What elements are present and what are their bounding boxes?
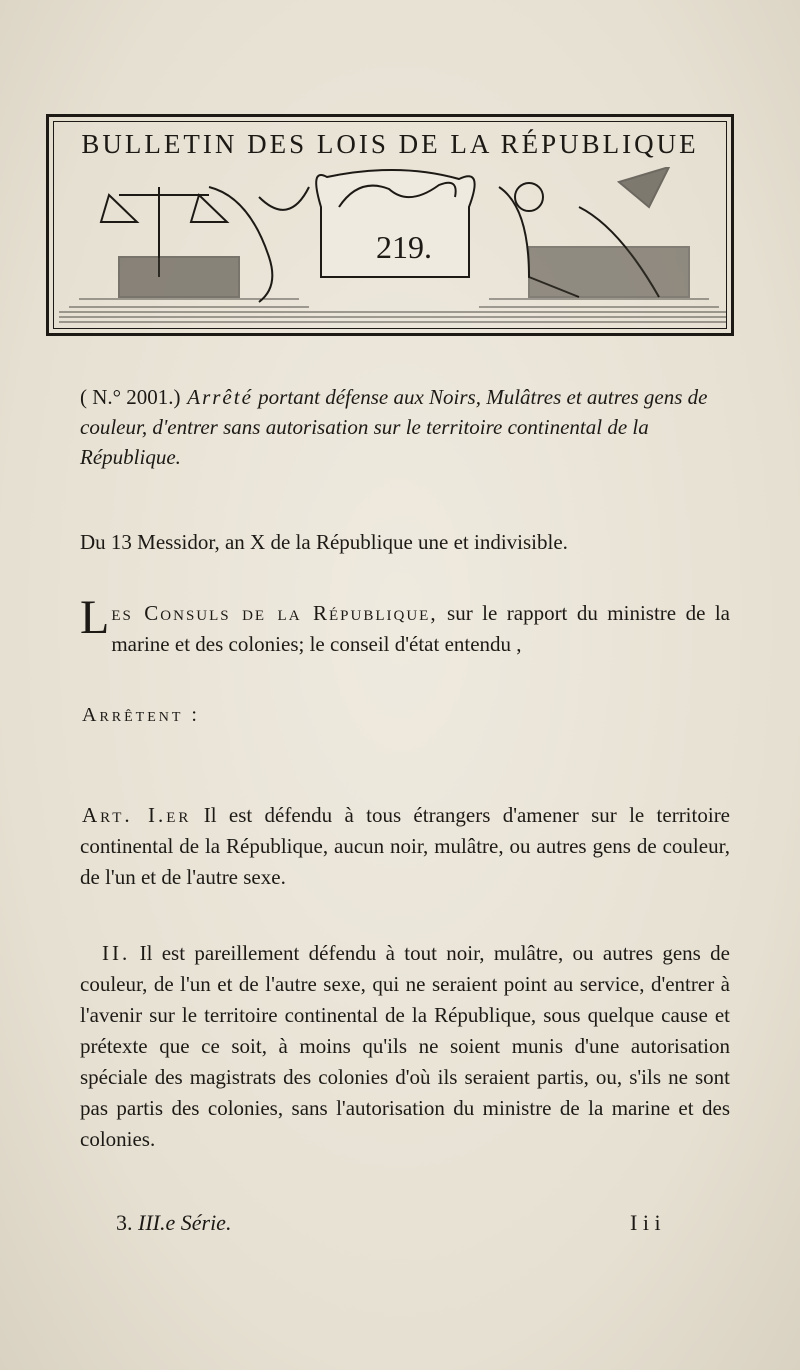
allegorical-figure-icon	[499, 167, 689, 297]
decree-title: portant défense aux Noirs, Mulâtres et autres gens de couleur, d'entrer sans autorisation sur le territoire continental de la République.	[80, 385, 708, 469]
decree-title-lead: Arrêté	[187, 385, 253, 409]
signature-mark: I i i	[630, 1210, 661, 1235]
decree-number: ( N.° 2001.)	[80, 385, 181, 409]
article-1-text: Il est défendu à tous étrangers d'amener sur le territoire continental de la République, aucun noir, mulâtre, ou autres gens de couleur, de l'un et de l'autre sexe.	[80, 803, 731, 889]
article-2	[80, 938, 730, 1155]
arretent-heading: Arrêtent :	[82, 704, 200, 726]
article-1	[80, 800, 730, 893]
scales-of-justice-icon	[101, 187, 309, 302]
masthead-title: BULLETIN DES LOIS DE LA RÉPUBLIQUE	[81, 129, 699, 159]
article-2-label: II.	[102, 941, 131, 965]
series-footer	[116, 1210, 231, 1236]
preamble	[80, 591, 731, 660]
decree-heading	[80, 382, 740, 472]
date-line: Du 13 Messidor, an X de la République une et indivisible.	[80, 530, 568, 554]
article-2-text: Il est pareillement défendu à tout noir, mulâtre, ou autres gens de couleur, de l'un et de l'autre sexe, qui ne seraient point au service, d'entrer à l'avenir sur le territoire continental de la République, sous quelque cause et prétexte que ce soit, à moins qu'ils ne soient munis d'une autorisation spéciale des magistrats des colonies d'où ils seraient partis, ou, s'ils ne sont pas partis des colonies, sans l'autorisation du ministre de la marine et des colonies.	[80, 941, 730, 1151]
series-number: 3.	[116, 1210, 133, 1235]
preamble-text: sur le rapport du ministre de la marine et des colonies; le conseil d'état entendu ,	[111, 601, 731, 656]
preamble-smallcaps: es Consuls de la République,	[111, 601, 438, 625]
masthead	[46, 114, 734, 336]
article-1-label: Art. I.er	[82, 803, 192, 827]
series-label: III.e Série.	[138, 1210, 232, 1235]
drop-cap: L	[80, 591, 110, 644]
bulletin-number: 219.	[376, 229, 432, 265]
